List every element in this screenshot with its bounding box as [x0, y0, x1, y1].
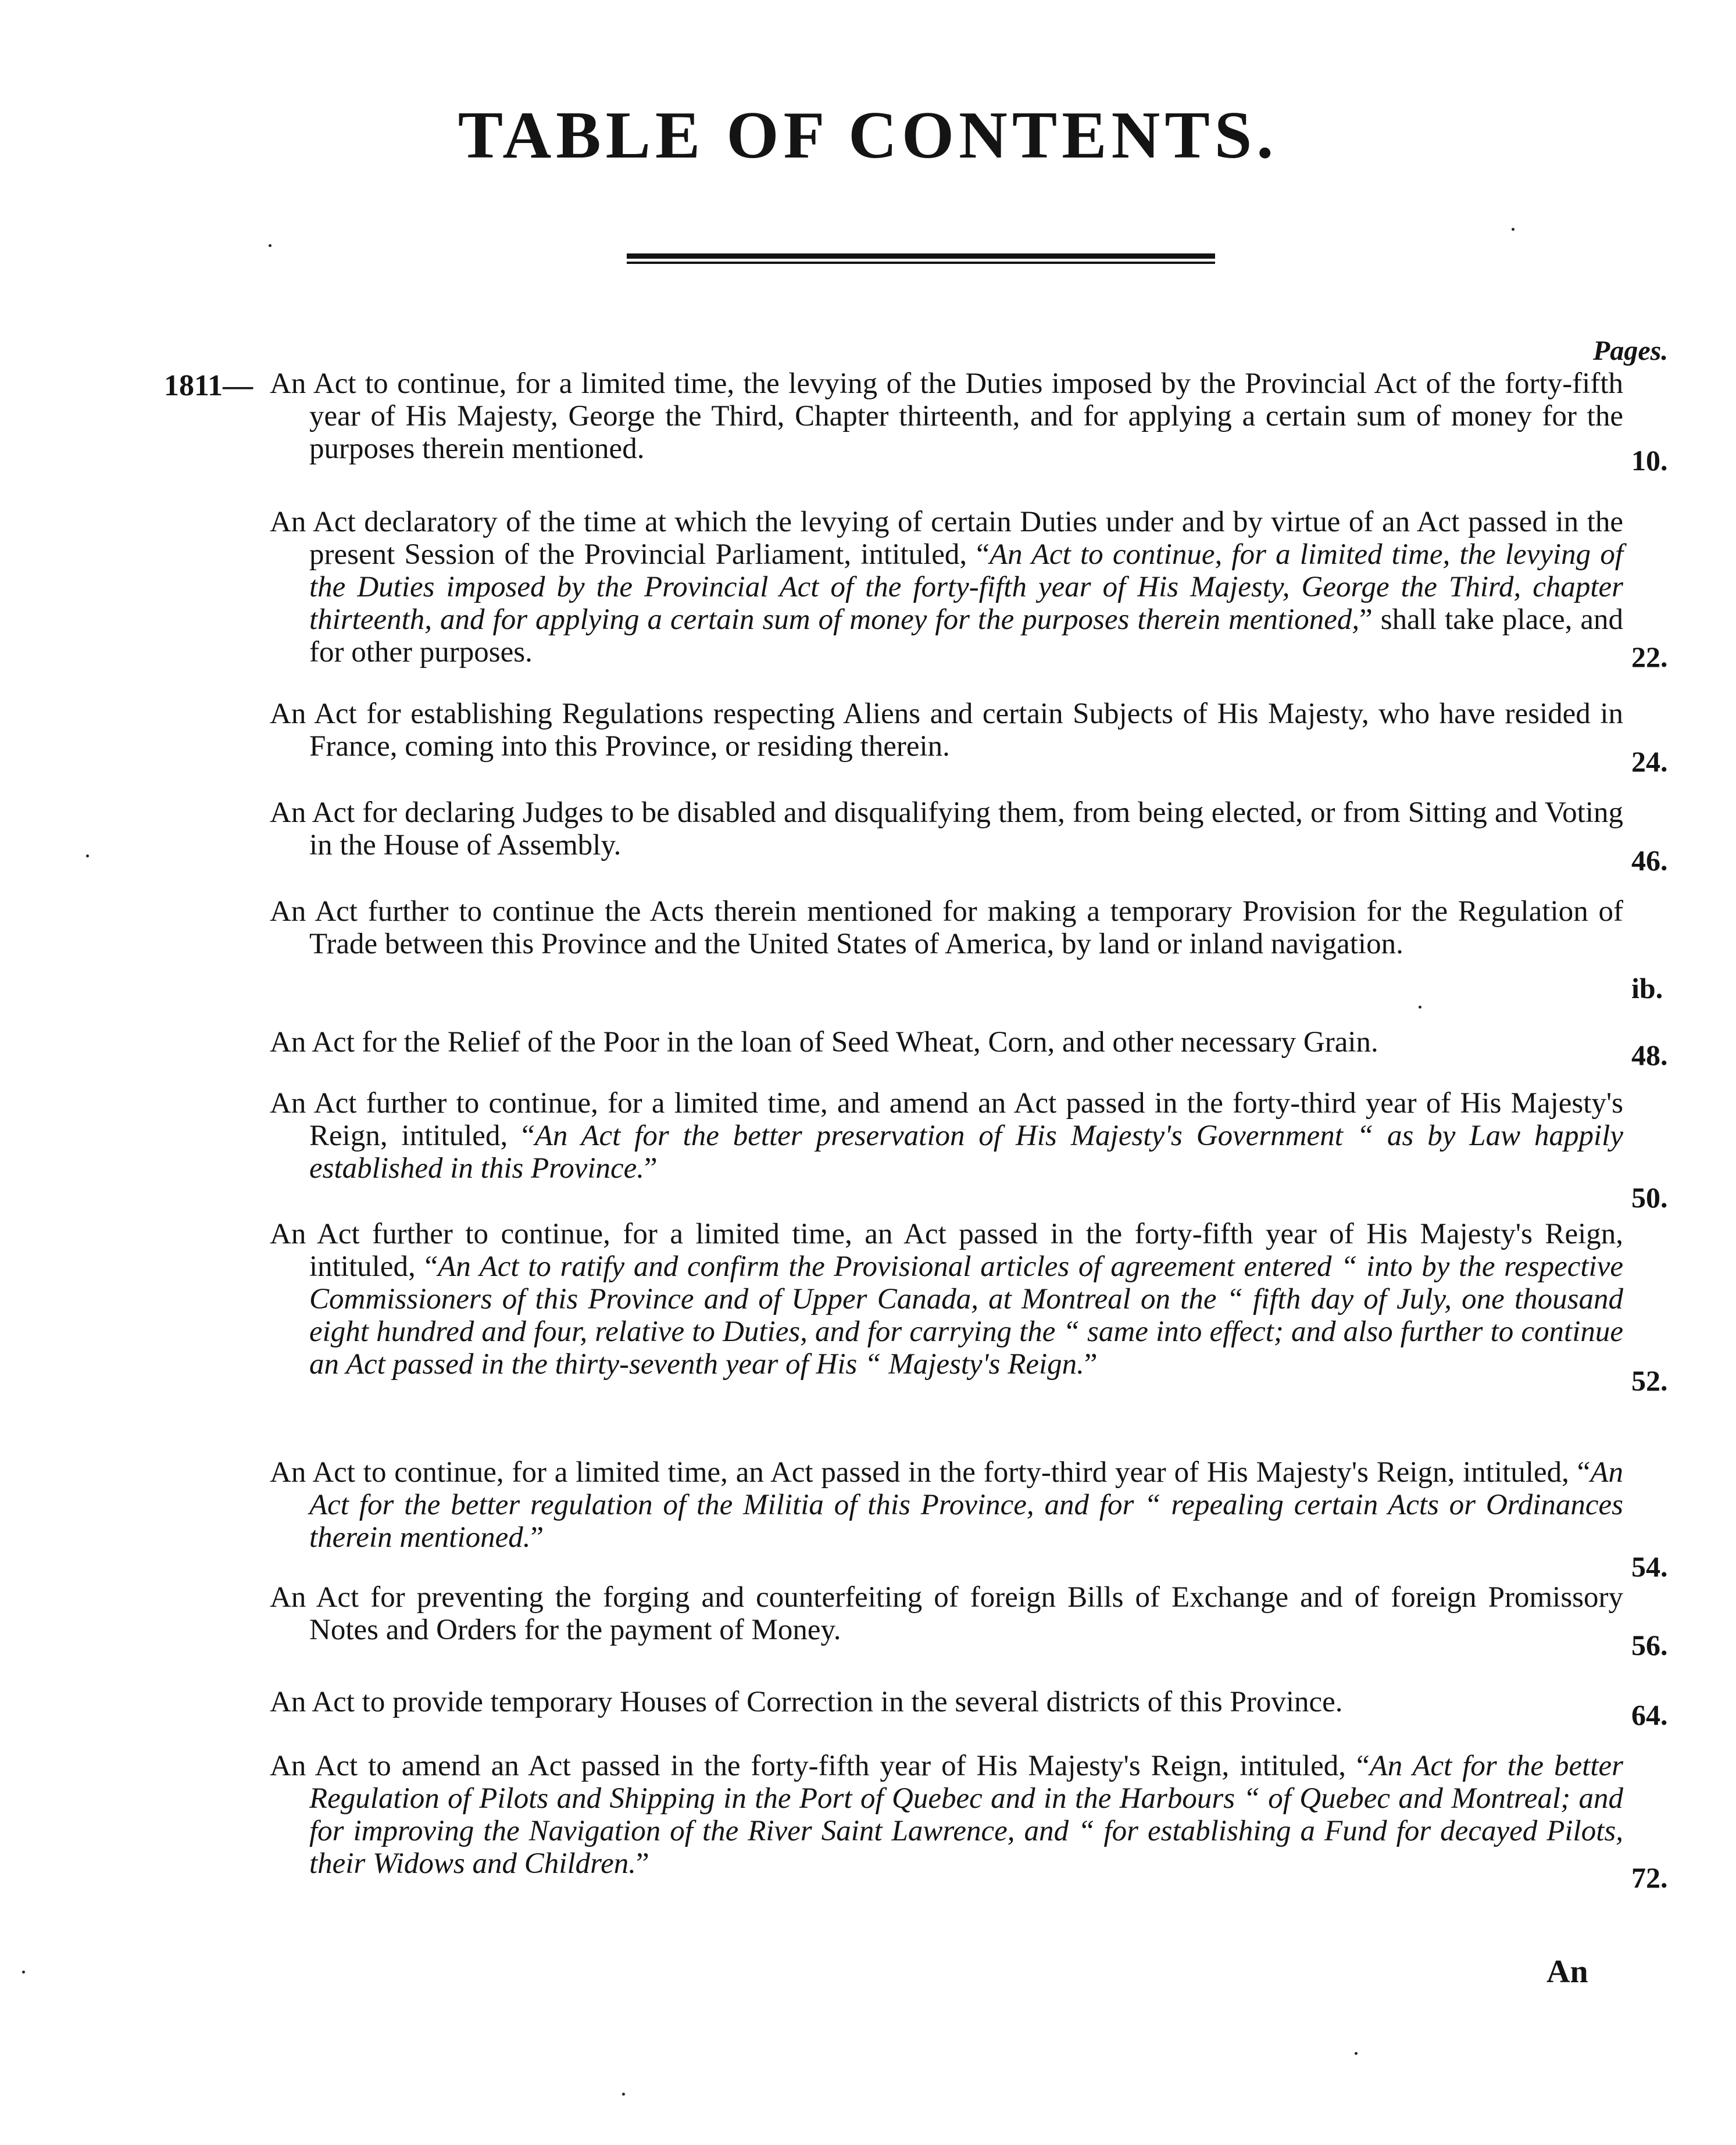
- scan-speck: [1512, 228, 1514, 231]
- toc-entry-text: [270, 1750, 1623, 1880]
- year-label: 1811—: [164, 369, 253, 402]
- entry-tail: ”: [635, 1847, 649, 1880]
- toc-entry-text: [270, 1456, 1623, 1554]
- entry-quoted-title: An Act for the better regulation of the Militia of this Province, and for “ repealing certain Acts or Ordinances therein mentioned.: [309, 1456, 1623, 1554]
- scan-speck: [269, 244, 272, 247]
- toc-entry-text: [270, 367, 1623, 465]
- page-number: 46.: [1631, 844, 1668, 877]
- title-rule: [627, 253, 1215, 264]
- entry-title: An Act for establishing Regulations respecting Aliens and certain Subjects of His Majesty, who have resided in France, coming into this Province, or residing therein.: [270, 698, 1623, 763]
- page-number: ib.: [1631, 972, 1663, 1004]
- entry-title: An Act further to continue, for a limited time, and amend an Act passed in the forty-third year of His Majesty's Reign, intituled, “: [270, 1087, 1623, 1152]
- page-number: 72.: [1631, 1861, 1668, 1894]
- toc-entry-text: [270, 1026, 1623, 1059]
- page-number: 24.: [1631, 745, 1668, 778]
- entry-title: An Act further to continue the Acts therein mentioned for making a temporary Provision for the Regulation of Trade between this Province and the United States of America, by land or inland navigation.: [270, 895, 1623, 960]
- scan-speck: [1419, 1006, 1421, 1009]
- page-number: 10.: [1631, 444, 1668, 477]
- entry-title: An Act for the Relief of the Poor in the loan of Seed Wheat, Corn, and other necessary Grain.: [270, 1026, 1378, 1059]
- entry-quoted-title: An Act to continue, for a limited time, the levying of the Duties imposed by the Provincial Act of the forty-fifth year of His Majesty, George the Third, chapter thirteenth, and for applying a certain sum of money for the purposes therein mentioned,: [309, 538, 1623, 636]
- page-title: TABLE OF CONTENTS.: [458, 98, 1278, 173]
- pages-column-heading: Pages.: [1593, 335, 1669, 366]
- entry-quoted-title: An Act to ratify and confirm the Provisional articles of agreement entered “ into by the respective Commissioners of this Province and of Upper Canada, at Montreal on the “ fifth day of July, one thousand eight hundred and four, relative to Duties, and for carrying the “ same into effect; and also further to continue an Act passed in the thirty-seventh year of His “ Majesty's Reign.: [309, 1250, 1623, 1381]
- scan-speck: [22, 1971, 25, 1974]
- page-number: 50.: [1631, 1181, 1668, 1214]
- toc-entry-text: [270, 895, 1623, 960]
- scan-speck: [86, 855, 89, 857]
- entry-title: An Act further to continue, for a limited time, an Act passed in the forty-fifth year of His Majesty's Reign, intituled, “: [270, 1218, 1623, 1283]
- toc-entry-text: [270, 796, 1623, 861]
- page-number: 56.: [1631, 1629, 1668, 1661]
- entry-tail: ” shall take place, and for other purposes.: [309, 603, 1623, 668]
- scan-speck: [1355, 2052, 1358, 2055]
- page-number: 64.: [1631, 1699, 1668, 1731]
- toc-entry-text: [270, 1218, 1623, 1381]
- entry-title: An Act for preventing the forging and counterfeiting of foreign Bills of Exchange and of foreign Promissory Notes and Orders for the payment of Money.: [270, 1581, 1623, 1646]
- entry-quoted-title: An Act for the better preservation of His Majesty's Government “ as by Law happily established in this Province.: [309, 1120, 1623, 1185]
- catchword: An: [1546, 1954, 1588, 1990]
- entry-tail: ”: [644, 1152, 658, 1185]
- entry-tail: ”: [530, 1521, 544, 1554]
- entry-tail: ”: [1084, 1348, 1098, 1381]
- page-number: 54.: [1631, 1550, 1668, 1583]
- page-number: 52.: [1631, 1364, 1668, 1397]
- toc-entry-text: [270, 1686, 1623, 1718]
- entry-title: An Act to amend an Act passed in the forty-fifth year of His Majesty's Reign, intituled, “: [270, 1750, 1370, 1782]
- toc-entry-text: [270, 1581, 1623, 1646]
- entry-quoted-title: An Act for the better Regulation of Pilots and Shipping in the Port of Quebec and in the Harbours “ of Quebec and Montreal; and for improving the Navigation of the River Saint Lawrence, and “ for establishing a Fund for decayed Pilots, their Widows and Children.: [309, 1750, 1623, 1880]
- toc-entry-text: [270, 506, 1623, 668]
- entry-title: An Act to continue, for a limited time, the levying of the Duties imposed by the Provincial Act of the forty-fifth year of His Majesty, George the Third, Chapter thirteenth, and for applying a certain sum of money for the purposes therein mentioned.: [270, 367, 1623, 465]
- entry-title: An Act declaratory of the time at which the levying of certain Duties under and by virtue of an Act passed in the present Session of the Provincial Parliament, intituled, “: [270, 506, 1623, 571]
- entry-title: An Act to provide temporary Houses of Correction in the several districts of this Province.: [270, 1686, 1343, 1718]
- entry-title: An Act to continue, for a limited time, an Act passed in the forty-third year of His Majesty's Reign, intituled, “: [270, 1456, 1591, 1489]
- entry-title: An Act for declaring Judges to be disabled and disqualifying them, from being elected, or from Sitting and Voting in the House of Assembly.: [270, 796, 1623, 861]
- scan-speck: [622, 2093, 625, 2096]
- toc-entry-text: [270, 1087, 1623, 1185]
- toc-entry-text: [270, 698, 1623, 763]
- page-number: 48.: [1631, 1039, 1668, 1071]
- page-number: 22.: [1631, 641, 1668, 673]
